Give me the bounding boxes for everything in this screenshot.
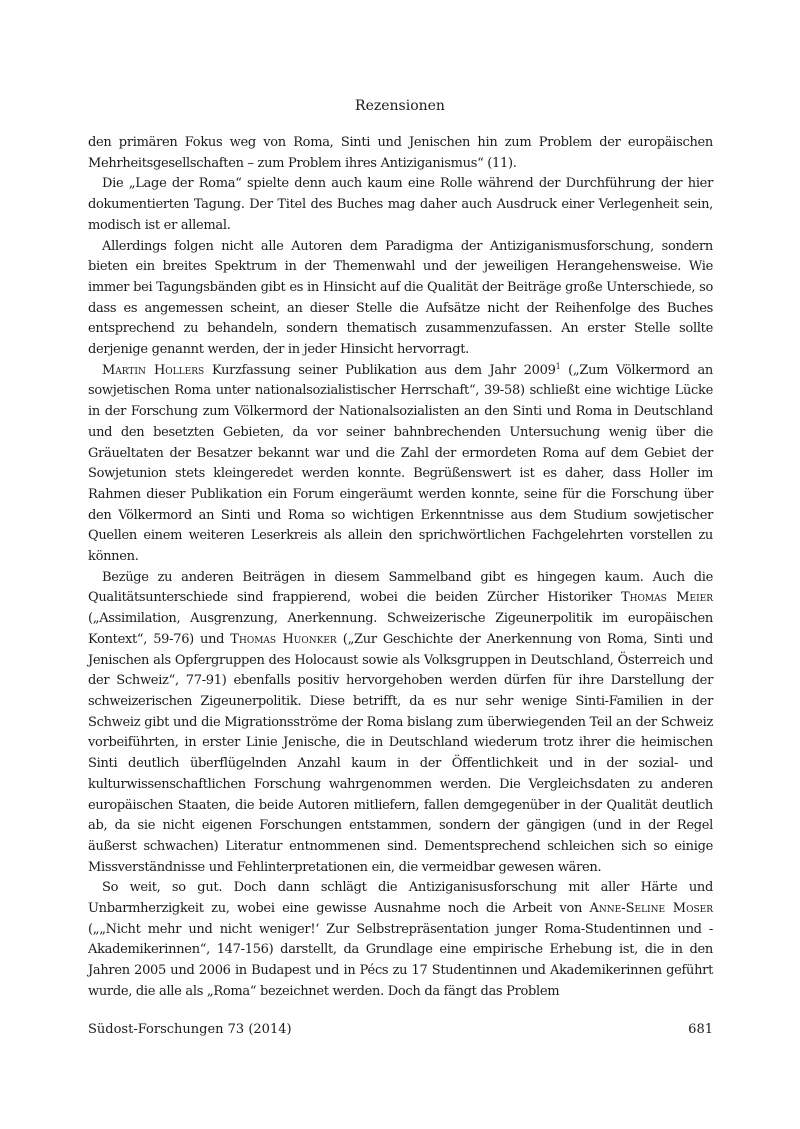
paragraph-text: („„Nicht mehr und nicht weniger!‘ Zur Selbstrepräsentation junger Roma-Studentinnen und -Akademikerinnen“, 147-156) darstellt, da Grundlage eine empirische Erhebung ist, die in den Jahren 2005 und 2006 in Budapest und in Pécs zu 17 Studentinnen und Akademikerinnen geführt wurde, die alle als „Roma“ bezeichnet werden. Doch da fängt das Problem	[88, 921, 713, 999]
paragraph-moser	[88, 878, 713, 1002]
review-body	[88, 133, 713, 1003]
footnote-marker: 1	[555, 361, 561, 371]
paragraph-lage-der-roma: Die „Lage der Roma“ spielte denn auch kaum eine Rolle während der Durchführung der hier dokumentierten Tagung. Der Titel des Buches mag daher auch Ausdruck einer Verlegenheit sein, modisch ist er allemal.	[88, 176, 713, 233]
author-name: Anne-Seline Moser	[589, 901, 713, 917]
paragraph-text: Bezüge zu anderen Beiträgen in diesem Sammelband gibt es hingegen kaum. Auch die Qualitätsunterschiede sind frappierend, wobei die beiden Zürcher Historiker	[88, 569, 713, 606]
paragraph-meier-huonker	[88, 568, 713, 879]
author-name: Thomas Huonker	[230, 631, 337, 647]
journal-citation: Südost-Forschungen 73 (2014)	[88, 1022, 292, 1037]
author-name: Martin Hollers	[102, 362, 205, 378]
paragraph-text: So weit, so gut. Doch dann schlägt die Antiziganisusforschung mit aller Härte und Unbarmherzigkeit zu, wobei eine gewisse Ausnahme noch die Arbeit von	[88, 880, 713, 917]
paragraph-paradigma: Allerdings folgen nicht alle Autoren dem Paradigma der Antiziganismusforschung, sondern bieten ein breites Spektrum in der Themenwahl und der jeweiligen Herangehensweise. Wie immer bei Tagungsbänden gibt es in Hinsicht auf die Qualität der Beiträge große Unterschiede, so dass es angemessen scheint, an dieser Stelle die Aufsätze nicht der Reihenfolge des Buches entsprechend zu behandeln, sondern thematisch zusammenzufassen. An erster Stelle sollte derjenige genannt werden, der in jeder Hinsicht hervorragt.	[88, 238, 713, 358]
paragraph-text: Kurzfassung seiner Publikation aus dem Jahr 2009	[204, 362, 556, 378]
running-header: Rezensionen	[355, 98, 445, 114]
paragraph-text: („Zum Völkermord an sowjetischen Roma unter nationalsozialistischer Herrschaft“, 39-58) schließt eine wichtige Lücke in der Forschung zum Völkermord der Nationalsozialisten an den Sinti und Roma in Deutschland und den besetzten Gebieten, da vor seiner bahnbrechenden Untersuchung wenig über die Gräueltaten der Besatzer bekannt war und die Zahl der ermordeten Roma auf dem Gebiet der Sowjetunion stets kleingeredet werden konnte. Begrüßenswert ist es daher, dass Holler im Rahmen dieser Publikation ein Forum eingeräumt werden konnte, seine für die Forschung über den Völkermord an Sinti und Roma so wichtigen Erkenntnisse aus dem Studium sowjetischer Quellen einem weiteren Leserkreis als allein den sprichwörtlichen Fachgelehrten vorstellen zu können.	[88, 362, 713, 565]
author-name: Thomas Meier	[620, 590, 713, 606]
paragraph-holler	[88, 361, 713, 568]
paragraph-continuation: den primären Fokus weg von Roma, Sinti und Jenischen hin zum Problem der europäischen Mehrheitsgesellschaften – zum Problem ihres Antiziganismus“ (11).	[88, 135, 713, 171]
page-number: 681	[688, 1022, 713, 1037]
paragraph-text: („Assimilation, Ausgrenzung, Anerkennung. Schweizerische Zigeunerpolitik im europäischen Kontext“, 59-76) und	[88, 611, 713, 647]
paragraph-text: („Zur Geschichte der Anerkennung von Roma, Sinti und Jenischen als Opfergruppen des Holocaust sowie als Volksgruppen in Deutschland, Österreich und der Schweiz“, 77-91) ebenfalls positiv hervorgehoben werden dürfen für ihre Darstellung der schweizerischen Zigeunerpolitik. Diese betrifft, da es nur sehr wenige Sinti-Familien in der Schweiz gibt und die Migrationsströme der Roma bislang zum überwiegenden Teil an der Schweiz vorbeiführten, in erster Linie Jenische, die in Deutschland wiederum trotz ihrer die heimischen Sinti deutlich überflügelnden Anzahl kaum in der Öffentlichkeit und in der sozial- und kulturwissenschaftlichen Forschung wahrgenommen werden. Die Vergleichsdaten zu anderen europäischen Staaten, die beide Autoren mitliefern, fallen demgegenüber in der Qualität deutlich ab, da sie nicht eigenen Forschungen entstammen, sondern der gängigen (und in der Regel äußerst schwachen) Literatur entnommenen sind. Dementsprechend schleichen sich so einige Missverständnisse und Fehlinterpretationen ein, die vermeidbar gewesen wären.	[88, 631, 714, 875]
